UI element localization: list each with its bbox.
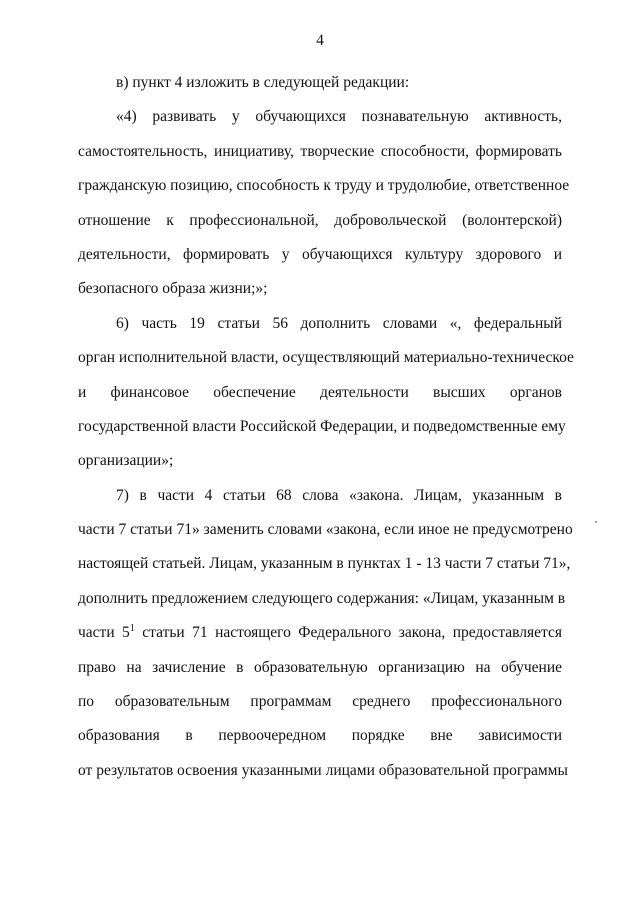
text-line: «4) развивать у обучающихся познавательную активность,	[116, 108, 562, 126]
paragraph-item-4-text	[78, 100, 570, 306]
text-line: государственной власти Российской Федерации, и подведомственные ему	[78, 417, 566, 435]
paragraph-amendment-intro	[78, 66, 562, 100]
text-line: дополнить предложением следующего содержания: «Лицам, указанным в	[78, 589, 566, 607]
text-line: по образовательным программам среднего профессионального	[78, 693, 562, 711]
text-line: настоящей статьей. Лицам, указанным в пунктах 1 - 13 части 7 статьи 71»,	[78, 555, 571, 573]
text-fragment: части 5	[78, 624, 130, 642]
text-line: организации»;	[78, 452, 174, 470]
text-line: безопасного образа жизни;»;	[78, 280, 268, 298]
text-fragment: статьи 71 настоящего Федерального закона, предоставляется	[134, 624, 562, 642]
text-line: самостоятельность, инициативу, творческие способности, формировать	[78, 142, 562, 160]
text-line: образования в первоочередном порядке вне зависимости	[78, 727, 562, 745]
page-number: 4	[316, 32, 324, 49]
document-body	[78, 66, 574, 788]
scan-speck	[595, 521, 597, 523]
text-line: 6) часть 19 статьи 56 дополнить словами «, федеральный	[116, 314, 562, 332]
text-line: отношение к профессиональной, добровольческой (волонтерской)	[78, 211, 562, 229]
text-line: в) пункт 4 изложить в следующей редакции:	[116, 74, 410, 91]
text-line: орган исполнительной власти, осуществляющий материально-техническое	[78, 349, 574, 367]
text-line: гражданскую позицию, способность к труду и трудолюбие, ответственное	[78, 177, 570, 195]
text-line-superscript	[78, 616, 562, 650]
text-line: право на зачисление в образовательную организацию на обучение	[78, 658, 562, 676]
text-line: 7) в части 4 статьи 68 слова «закона. Лицам, указанным в	[116, 486, 562, 504]
paragraph-item-7	[78, 479, 573, 789]
text-line: от результатов освоения указанными лицами образовательной программы	[78, 761, 568, 779]
text-line: и финансовое обеспечение деятельности высших органов	[78, 383, 562, 401]
paragraph-item-6	[78, 307, 574, 479]
text-line: деятельности, формировать у обучающихся культуру здорового и	[78, 245, 562, 263]
text-line: части 7 статьи 71» заменить словами «закона, если иное не предусмотрено	[78, 521, 573, 539]
superscript-index: 1	[129, 623, 135, 635]
